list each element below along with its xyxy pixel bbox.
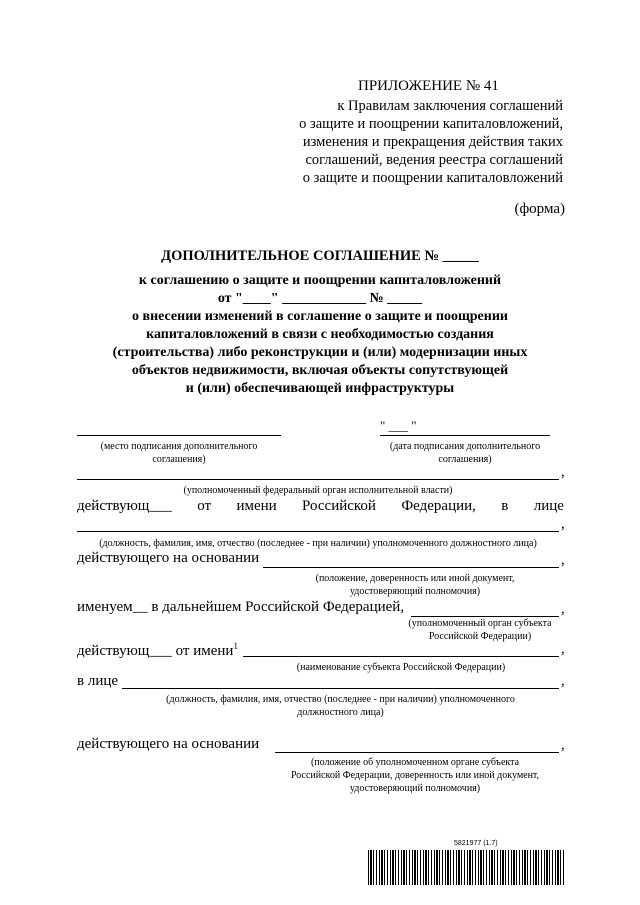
subtitle-line: к соглашению о защите и поощрении капиталовложений: [138, 273, 502, 288]
comma: ,: [561, 552, 565, 568]
appendix-line: изменения и прекращения действия таких: [302, 134, 563, 150]
subtitle-line: объектов недвижимости, включая объекты сопутствующей: [131, 363, 509, 378]
document-title: ДОПОЛНИТЕЛЬНОЕ СОГЛАШЕНИЕ № _____: [161, 248, 479, 264]
acting-word: Российской: [302, 498, 376, 514]
acting-behalf-label: действующ___ от имени$^1$: [77, 641, 238, 659]
subtitle-line: капиталовложений в связи с необходимостью создания: [146, 327, 494, 342]
barcode-number: 5821977 (1.7): [454, 840, 498, 847]
basis2-caption: (положение об уполномоченном органе субъекта Российской Федерации, доверенность или иной документ, удостоверяющий полномочия): [290, 757, 540, 794]
place-field[interactable]: [77, 435, 281, 436]
official-caption: (должность, фамилия, имя, отчество (последнее - при наличии) уполномоченного должностного лица): [99, 538, 537, 549]
acting-word: от: [197, 498, 212, 514]
subject-field[interactable]: [243, 656, 559, 657]
basis-field[interactable]: [263, 567, 559, 568]
footnote-mark: 1: [233, 641, 238, 651]
place-caption: (место подписания дополнительного соглашения): [100, 441, 258, 465]
subtitle-line: о внесении изменений в соглашение о защите и поощрении: [132, 309, 508, 324]
basis-label: действующего на основании: [77, 550, 260, 566]
basis2-field[interactable]: [275, 752, 559, 753]
subtitle-line: от "____" ____________ № _____: [217, 291, 423, 306]
named-label: именуем__ в дальнейшем Российской Федерацией,: [77, 599, 405, 615]
official2-field[interactable]: [122, 688, 559, 689]
acting-word: Федерации,: [401, 498, 476, 514]
official-field[interactable]: [77, 531, 559, 532]
acting-word: имени: [236, 498, 277, 514]
in-person-label: в лице: [77, 673, 119, 689]
official2-caption: (должность, фамилия, имя, отчество (последнее - при наличии) уполномоченного должностного лица): [166, 694, 515, 718]
comma: ,: [561, 464, 565, 480]
subject-org-caption: (уполномоченный орган субъекта Российской Федерации): [408, 618, 552, 642]
acting-word: в: [501, 498, 509, 514]
acting-line: [77, 498, 564, 515]
date-caption: (дата подписания дополнительного соглашения): [389, 441, 541, 465]
appendix-line: о защите и поощрении капиталовложений,: [299, 116, 563, 132]
appendix-line: о защите и поощрении капиталовложений: [302, 170, 563, 186]
date-quote: " ___ ": [380, 418, 417, 433]
acting-word: лице: [533, 498, 564, 514]
comma: ,: [561, 641, 565, 657]
basis-caption: (положение, доверенность или иной документ, удостоверяющий полномочия): [315, 573, 515, 597]
subtitle-line: (строительства) либо реконструкции и (или) модернизации иных: [112, 345, 528, 360]
appendix-line: соглашений, ведения реестра соглашений: [305, 152, 563, 168]
basis2-label: действующего на основании: [77, 736, 260, 752]
comma: ,: [561, 673, 565, 689]
subtitle-line: и (или) обеспечивающей инфраструктуры: [185, 381, 455, 396]
subject-caption: (наименование субъекта Российской Федерации): [296, 662, 506, 673]
appendix-line: к Правилам заключения соглашений: [337, 98, 563, 114]
appendix-title: ПРИЛОЖЕНИЕ № 41: [358, 78, 499, 94]
authority-caption: (уполномоченный федеральный орган исполнительной власти): [183, 485, 453, 496]
authority-field[interactable]: [77, 479, 559, 480]
barcode: [368, 850, 564, 885]
comma: ,: [561, 601, 565, 617]
comma: ,: [561, 516, 565, 532]
form-label: (форма): [514, 201, 565, 217]
date-field[interactable]: [380, 435, 550, 436]
acting-word: действующ___: [77, 498, 172, 514]
comma: ,: [561, 737, 565, 753]
